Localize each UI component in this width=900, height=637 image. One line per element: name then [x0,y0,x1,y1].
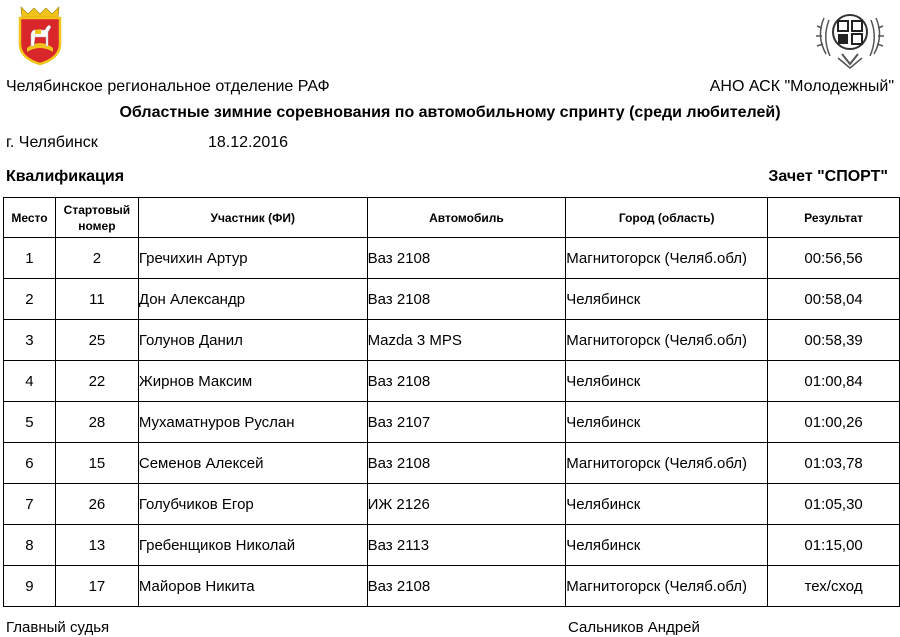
cell-participant: Голунов Данил [138,320,367,361]
column-header-participant: Участник (ФИ) [138,198,367,238]
cell-participant: Жирнов Максим [138,361,367,402]
cell-place: 1 [4,238,56,279]
table-row [4,443,900,484]
table-row [4,402,900,443]
cell-city: Магнитогорск (Челяб.обл) [566,566,768,607]
cell-start-number: 17 [55,566,138,607]
cell-start-number: 11 [55,279,138,320]
cell-car: Mazda 3 MPS [367,320,566,361]
table-row [4,320,900,361]
table-row [4,525,900,566]
table-header-row [4,198,900,238]
column-header-start-number: Стартовый номер [55,198,138,238]
event-title: Областные зимние соревнования по автомобильному спринту (среди любителей) [119,104,781,121]
event-city: г. Челябинск [6,134,98,151]
cell-car: Ваз 2108 [367,238,566,279]
cell-start-number: 2 [55,238,138,279]
cell-participant: Майоров Никита [138,566,367,607]
cell-city: Магнитогорск (Челяб.обл) [566,238,768,279]
cell-participant: Дон Александр [138,279,367,320]
column-header-car: Автомобиль [367,198,566,238]
table-row [4,484,900,525]
cell-car: Ваз 2108 [367,279,566,320]
cell-city: Челябинск [566,484,768,525]
cell-car: Ваз 2108 [367,566,566,607]
cell-city: Магнитогорск (Челяб.обл) [566,320,768,361]
cell-participant: Гребенщиков Николай [138,525,367,566]
cell-start-number: 28 [55,402,138,443]
table-row [4,238,900,279]
standing-category: Зачет "СПОРТ" [768,168,888,185]
club-emblem-icon [812,6,888,72]
organizer-left: Челябинское региональное отделение РАФ [6,78,330,95]
table-row [4,279,900,320]
table-row [4,566,900,607]
column-header-place: Место [4,198,56,238]
cell-participant: Семенов Алексей [138,443,367,484]
cell-participant: Гречихин Артур [138,238,367,279]
cell-result: 01:00,84 [768,361,900,402]
cell-car: Ваз 2107 [367,402,566,443]
cell-car: Ваз 2108 [367,361,566,402]
table-row [4,361,900,402]
column-header-city: Город (область) [566,198,768,238]
cell-car: Ваз 2108 [367,443,566,484]
cell-participant: Мухаматнуров Руслан [138,402,367,443]
cell-result: 00:58,39 [768,320,900,361]
column-header-result: Результат [768,198,900,238]
chief-judge-label: Главный судья [6,619,110,636]
cell-place: 3 [4,320,56,361]
cell-start-number: 26 [55,484,138,525]
cell-city: Челябинск [566,525,768,566]
cell-city: Челябинск [566,361,768,402]
cell-result: 01:05,30 [768,484,900,525]
cell-participant: Голубчиков Егор [138,484,367,525]
cell-city: Челябинск [566,402,768,443]
cell-result: 01:15,00 [768,525,900,566]
cell-start-number: 25 [55,320,138,361]
cell-place: 9 [4,566,56,607]
cell-result: 00:58,04 [768,279,900,320]
cell-place: 7 [4,484,56,525]
section-title: Квалификация [6,168,125,185]
cell-result: 01:03,78 [768,443,900,484]
cell-place: 5 [4,402,56,443]
results-table [3,197,900,607]
chief-judge-name: Сальников Андрей [568,619,700,636]
organizer-right: АНО АСК "Молодежный" [709,78,894,95]
cell-city: Магнитогорск (Челяб.обл) [566,443,768,484]
cell-start-number: 22 [55,361,138,402]
cell-car: ИЖ 2126 [367,484,566,525]
chelyabinsk-coat-of-arms-icon [15,4,65,66]
cell-place: 4 [4,361,56,402]
event-date: 18.12.2016 [208,134,289,151]
cell-place: 8 [4,525,56,566]
cell-result: тех/сход [768,566,900,607]
cell-car: Ваз 2113 [367,525,566,566]
cell-place: 6 [4,443,56,484]
cell-place: 2 [4,279,56,320]
cell-result: 00:56,56 [768,238,900,279]
cell-result: 01:00,26 [768,402,900,443]
cell-start-number: 15 [55,443,138,484]
cell-start-number: 13 [55,525,138,566]
cell-city: Челябинск [566,279,768,320]
